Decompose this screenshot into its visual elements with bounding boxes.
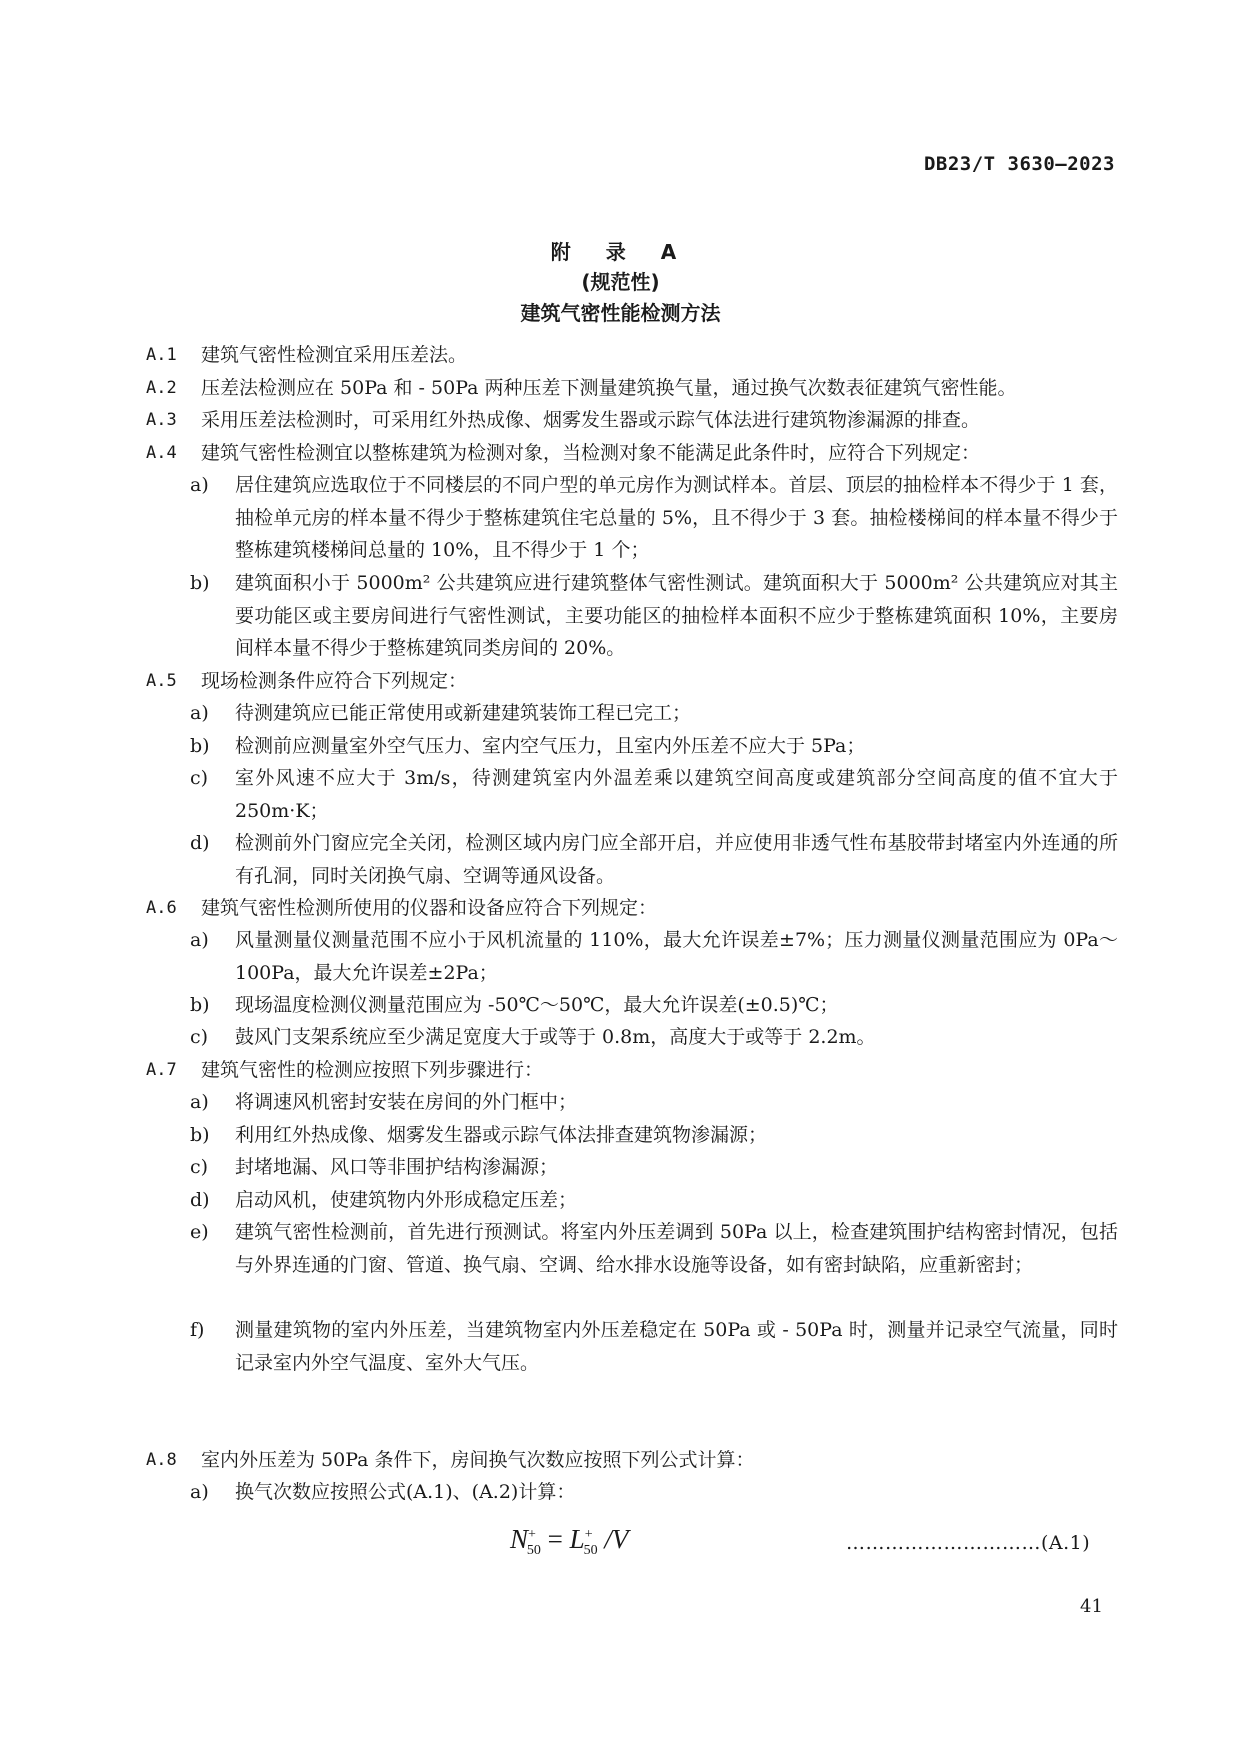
item-label: f) (190, 1319, 205, 1341)
list-item (190, 469, 1118, 567)
item-label: e) (190, 1221, 209, 1243)
clause-text: 室内外压差为 50Pa 条件下，房间换气次数应按照下列公式计算： (201, 1449, 755, 1471)
clause-number: A.1 (146, 345, 177, 365)
item-text: 启动风机，使建筑物内外形成稳定压差； (235, 1189, 578, 1211)
item-text: 检测前外门窗应完全关闭，检测区域内房门应全部开启，并应使用非透气性布基胶带封堵室内外连通的所有孔洞，同时关闭换气扇、空调等通风设备。 (235, 832, 1118, 887)
clause-number: A.6 (146, 898, 177, 918)
item-label: a) (190, 474, 209, 496)
item-label: b) (190, 1124, 210, 1146)
item-label: b) (190, 572, 210, 594)
item-text: 利用红外热成像、烟雾发生器或示踪气体法排查建筑物渗漏源； (235, 1124, 768, 1146)
item-text: 鼓风门支架系统应至少满足宽度大于或等于 0.8m，高度大于或等于 2.2m。 (235, 1026, 876, 1048)
clause-text: 建筑气密性的检测应按照下列步骤进行： (201, 1059, 544, 1081)
item-text: 居住建筑应选取位于不同楼层的不同户型的单元房作为测试样本。首层、顶层的抽检样本不得少于 1 套，抽检单元房的样本量不得少于整栋建筑住宅总量的 5%，且不得少于 3 套。抽检楼梯间的样本量不得少于整栋建筑楼梯间总量的 10%，且不得少于 1 个； (235, 474, 1118, 561)
formula-lhs-sup: + (528, 1527, 536, 1542)
document-id: DB23/T 3630—2023 (923, 153, 1115, 175)
clause-number: A.4 (146, 443, 177, 463)
item-label: c) (190, 767, 209, 789)
item-text: 建筑气密性检测前，首先进行预测试。将室内外压差调到 50Pa 以上，检查建筑围护结构密封情况，包括与外界连通的门窗、管道、换气扇、空调、给水排水设施等设备，如有密封缺陷，应重新密封； (235, 1221, 1118, 1276)
item-label: a) (190, 1091, 209, 1113)
formula-divisor: /V (604, 1524, 629, 1554)
clause-number: A.3 (146, 410, 177, 430)
clause-text: 建筑气密性检测宜采用压差法。 (201, 344, 468, 366)
formula-rhs: L (569, 1524, 585, 1554)
clause-number: A.2 (146, 378, 177, 398)
item-text: 检测前应测量室外空气压力、室内空气压力，且室内外压差不应大于 5Pa； (235, 735, 866, 757)
item-label: b) (190, 735, 210, 757)
clause-number: A.7 (146, 1060, 177, 1080)
formula-equals: = (547, 1524, 563, 1554)
item-text: 封堵地漏、风口等非围护结构渗漏源； (235, 1156, 559, 1178)
item-label: a) (190, 702, 209, 724)
item-label: d) (190, 832, 210, 854)
list-item (190, 567, 1118, 665)
annex-title: 附 录 A (550, 240, 691, 264)
clause-number: A.8 (146, 1450, 177, 1470)
item-label: d) (190, 1189, 210, 1211)
item-text: 待测建筑应已能正常使用或新建建筑装饰工程已完工； (235, 702, 692, 724)
item-text: 室外风速不应大于 3m/s，待测建筑室内外温差乘以建筑空间高度或建筑部分空间高度的值不宜大于 250m·K； (235, 767, 1118, 822)
item-text: 现场温度检测仪测量范围应为 -50℃～50℃，最大允许误差(±0.5)℃； (235, 994, 839, 1016)
item-label: c) (190, 1156, 209, 1178)
annex-subject: 建筑气密性能检测方法 (520, 301, 721, 325)
clause-text: 建筑气密性检测所使用的仪器和设备应符合下列规定： (201, 897, 658, 919)
item-label: c) (190, 1026, 209, 1048)
formula-lhs-sub: 50 (526, 1543, 541, 1559)
annex-nature: (规范性) (581, 270, 660, 294)
clause-text: 采用压差法检测时，可采用红外热成像、烟雾发生器或示踪气体法进行建筑物渗漏源的排查。 (201, 409, 981, 431)
item-text: 风量测量仪测量范围不应小于风机流量的 110%，最大允许误差±7%；压力测量仪测量范围应为 0Pa～100Pa，最大允许误差±2Pa； (235, 929, 1118, 984)
item-text: 建筑面积小于 5000m² 公共建筑应进行建筑整体气密性测试。建筑面积大于 5000m² 公共建筑应对其主要功能区或主要房间进行气密性测试，主要功能区的抽检样本面积不应少于整栋建筑面积 10%，主要房间样本量不得少于整栋建筑同类房间的 20%。 (235, 572, 1118, 659)
formula-number: …………………………(A.1) (846, 1532, 1091, 1554)
clause-number: A.5 (146, 671, 177, 691)
formula-rhs-sub: 50 (583, 1543, 598, 1559)
item-text: 测量建筑物的室内外压差，当建筑物室内外压差稳定在 50Pa 或 - 50Pa 时，测量并记录空气流量，同时记录室内外空气温度、室外大气压。 (235, 1319, 1118, 1374)
item-label: a) (190, 929, 209, 951)
clause-text: 建筑气密性检测宜以整栋建筑为检测对象，当检测对象不能满足此条件时，应符合下列规定： (201, 442, 981, 464)
formula-a1 (510, 1524, 628, 1559)
item-label: b) (190, 994, 210, 1016)
item-text: 换气次数应按照公式(A.1)、(A.2)计算： (235, 1481, 576, 1503)
page-number: 41 (1080, 1596, 1103, 1617)
clause-text: 现场检测条件应符合下列规定： (201, 670, 468, 692)
formula-lhs: N (510, 1524, 529, 1554)
item-text: 将调速风机密封安装在房间的外门框中； (235, 1091, 578, 1113)
clause-text: 压差法检测应在 50Pa 和 - 50Pa 两种压差下测量建筑换气量，通过换气次数表征建筑气密性能。 (201, 377, 1017, 399)
formula-rhs-sup: + (584, 1527, 593, 1542)
item-label: a) (190, 1481, 209, 1503)
